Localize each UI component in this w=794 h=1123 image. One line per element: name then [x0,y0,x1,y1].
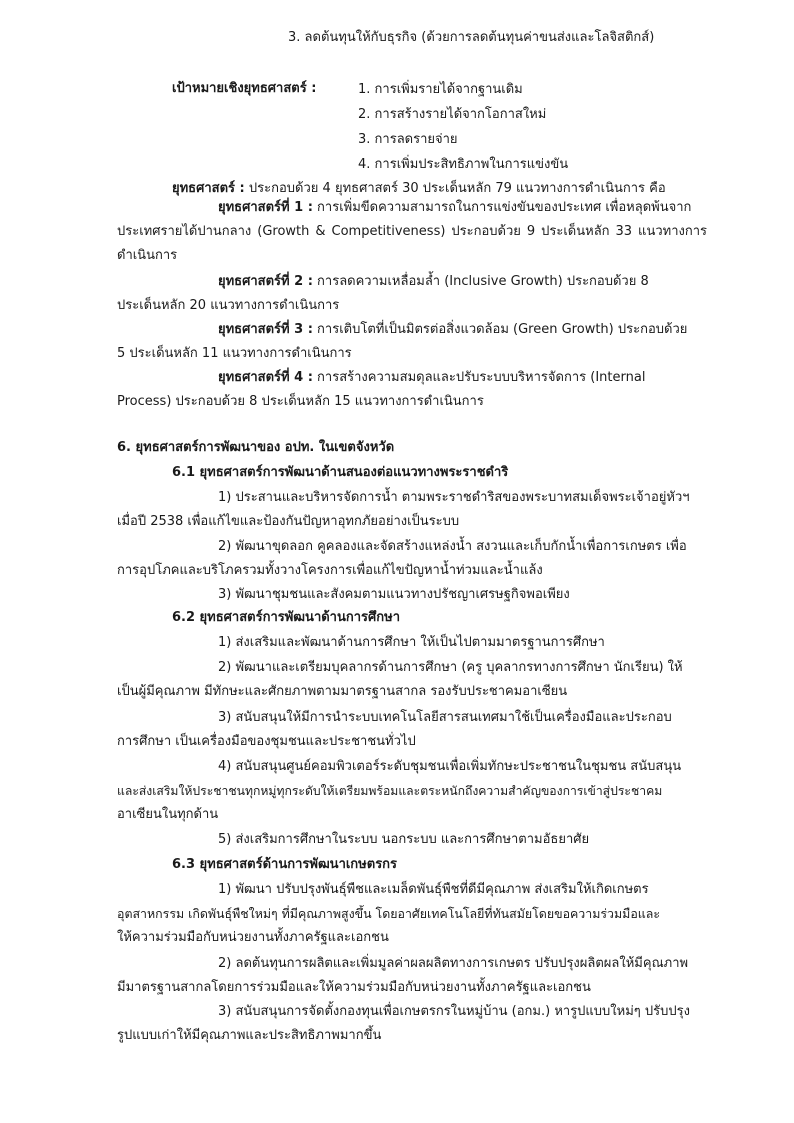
section-6-heading: 6. ยุทธศาสตร์การพัฒนาของ อปท. ในเขตจังหวัด [117,440,395,455]
list-item-cont: และส่งเสริมให้ประชาชนทุกหมู่ทุกระดับให้เตรียมพร้อมและตระหนักถึงความสำคัญของการเข้าสู่ประชาคม [117,784,663,798]
strategy-2-label: ยุทธศาสตร์ที่ 2 : [218,274,313,289]
intro-item-3: 3. ลดต้นทุนให้กับธุรกิจ (ด้วยการลดต้นทุนค่าขนส่งและโลจิสติกส์) [288,30,655,45]
strategy-1-line-3: ดำเนินการ [117,248,178,263]
list-item-cont: ให้ความร่วมมือกับหน่วยงานทั้งภาครัฐและเอกชน [117,930,389,945]
list-item-cont: เมื่อปี 2538 เพื่อแก้ไขและป้องกันปัญหาอุทกภัยอย่างเป็นระบบ [117,514,460,529]
strategy-2-line-2: ประเด็นหลัก 20 แนวทางการดำเนินการ [117,298,340,313]
strategy-4-line-1 [218,366,645,390]
strategy-1-line-2: ประเทศรายได้ปานกลาง (Growth & Competitiveness) ประกอบด้วย 9 ประเด็นหลัก 33 แนวทางการ [117,224,707,239]
strategy-2-line-1 [218,270,649,294]
list-item: 2) พัฒนาขุดลอก คูคลองและจัดสร้างแหล่งน้ำ สงวนและเก็บกักน้ำเพื่อการเกษตร เพื่อ [218,539,687,554]
strategy-3-line-1 [218,318,687,342]
goal-item: 4. การเพิ่มประสิทธิภาพในการแข่งขัน [358,157,569,172]
list-item-cont: รูปแบบเก่าให้มีคุณภาพและประสิทธิภาพมากขึ้น [117,1028,382,1043]
list-item: 4) สนับสนุนศูนย์คอมพิวเตอร์ระดับชุมชนเพื่อเพิ่มทักษะประชาชนในชุมชน สนับสนุน [218,759,682,774]
section-6-3-heading: 6.3 ยุทธศาสตร์ด้านการพัฒนาเกษตรกร [172,857,398,872]
list-item: 1) ประสานและบริหารจัดการน้ำ ตามพระราชดำริสของพระบาทสมเด็จพระเจ้าอยู่หัวฯ [218,490,690,505]
strategy-3-line-2: 5 ประเด็นหลัก 11 แนวทางการดำเนินการ [117,346,352,361]
strategy-4-label: ยุทธศาสตร์ที่ 4 : [218,370,313,385]
goal-item: 1. การเพิ่มรายได้จากฐานเดิม [358,82,523,97]
list-item: 2) พัฒนาและเตรียมบุคลากรด้านการศึกษา (ครู บุคลากรทางการศึกษา นักเรียน) ให้ [218,660,683,675]
strategy-1-line-1 [218,196,691,220]
list-item-cont: เป็นผู้มีคุณภาพ มีทักษะและศักยภาพตามมาตรฐานสากล รองรับประชาคมอาเซียน [117,684,568,699]
list-item: 2) ลดต้นทุนการผลิตและเพิ่มมูลค่าผลผลิตทางการเกษตร ปรับปรุงผลิตผลให้มีคุณภาพ [218,956,689,971]
strategy-4-text: การสร้างความสมดุลและปรับระบบบริหารจัดการ (Internal [317,370,646,385]
strategy-4-line-2: Process) ประกอบด้วย 8 ประเด็นหลัก 15 แนวทางการดำเนินการ [117,394,484,409]
strategy-3-label: ยุทธศาสตร์ที่ 3 : [218,322,313,337]
section-6-2-heading: 6.2 ยุทธศาสตร์การพัฒนาด้านการศึกษา [172,610,401,625]
goals-label: เป้าหมายเชิงยุทธศาสตร์ : [172,81,317,96]
list-item: 3) สนับสนุนการจัดตั้งกองทุนเพื่อเกษตรกรในหมู่บ้าน (อกม.) หารูปแบบใหม่ๆ ปรับปรุง [218,1004,690,1019]
list-item: 1) พัฒนา ปรับปรุงพันธุ์พืชและเมล็ดพันธุ์พืชที่ดีมีคุณภาพ ส่งเสริมให้เกิดเกษตร [218,882,649,897]
goals-list [358,77,568,177]
section-6-1-heading: 6.1 ยุทธศาสตร์การพัฒนาด้านสนองต่อแนวทางพระราชดำริ [172,465,509,480]
strategy-3-text: การเติบโตที่เป็นมิตรต่อสิ่งแวดล้อม (Green Growth) ประกอบด้วย [317,322,688,337]
goal-item: 3. การลดรายจ่าย [358,132,458,147]
list-item: 3) สนับสนุนให้มีการนำระบบเทคโนโลยีสารสนเทศมาใช้เป็นเครื่องมือและประกอบ [218,710,672,725]
list-item: 5) ส่งเสริมการศึกษาในระบบ นอกระบบ และการศึกษาตามอัธยาศัย [218,832,590,847]
strategy-text: ประกอบด้วย 4 ยุทธศาสตร์ 30 ประเด็นหลัก 79 แนวทางการดำเนินการ คือ [248,181,666,196]
strategy-1-text: การเพิ่มขีดความสามารถในการแข่งขันของประเทศ เพื่อหลุดพ้นจาก [317,200,692,215]
strategy-2-text: การลดความเหลื่อมล้ำ (Inclusive Growth) ประกอบด้วย 8 [317,274,649,289]
strategy-1-label: ยุทธศาสตร์ที่ 1 : [218,200,313,215]
list-item-cont: มีมาตรฐานสากลโดยการร่วมมือและให้ความร่วมมือกับหน่วยงานทั้งภาครัฐและเอกชน [117,980,591,995]
list-item: 3) พัฒนาชุมชนและสังคมตามแนวทางปรัชญาเศรษฐกิจพอเพียง [218,587,570,602]
list-item-cont: อุตสาหกรรม เกิดพันธุ์พืชใหม่ๆ ที่มีคุณภาพสูงขึ้น โดยอาศัยเทคโนโลยีที่ทันสมัยโดยขอความร่วมมือและ [117,906,661,921]
list-item: 1) ส่งเสริมและพัฒนาด้านการศึกษา ให้เป็นไปตามมาตรฐานการศึกษา [218,635,605,650]
list-item-cont: การอุปโภคและบริโภครวมทั้งวางโครงการเพื่อแก้ไขปัญหาน้ำท่วมและน้ำแล้ง [117,563,543,578]
goal-item: 2. การสร้างรายได้จากโอกาสใหม่ [358,107,547,122]
strategy-label: ยุทธศาสตร์ : [172,181,245,196]
list-item-cont: อาเซียนในทุกด้าน [117,807,219,822]
list-item-cont: การศึกษา เป็นเครื่องมือของชุมชนและประชาชนทั่วไป [117,734,416,749]
